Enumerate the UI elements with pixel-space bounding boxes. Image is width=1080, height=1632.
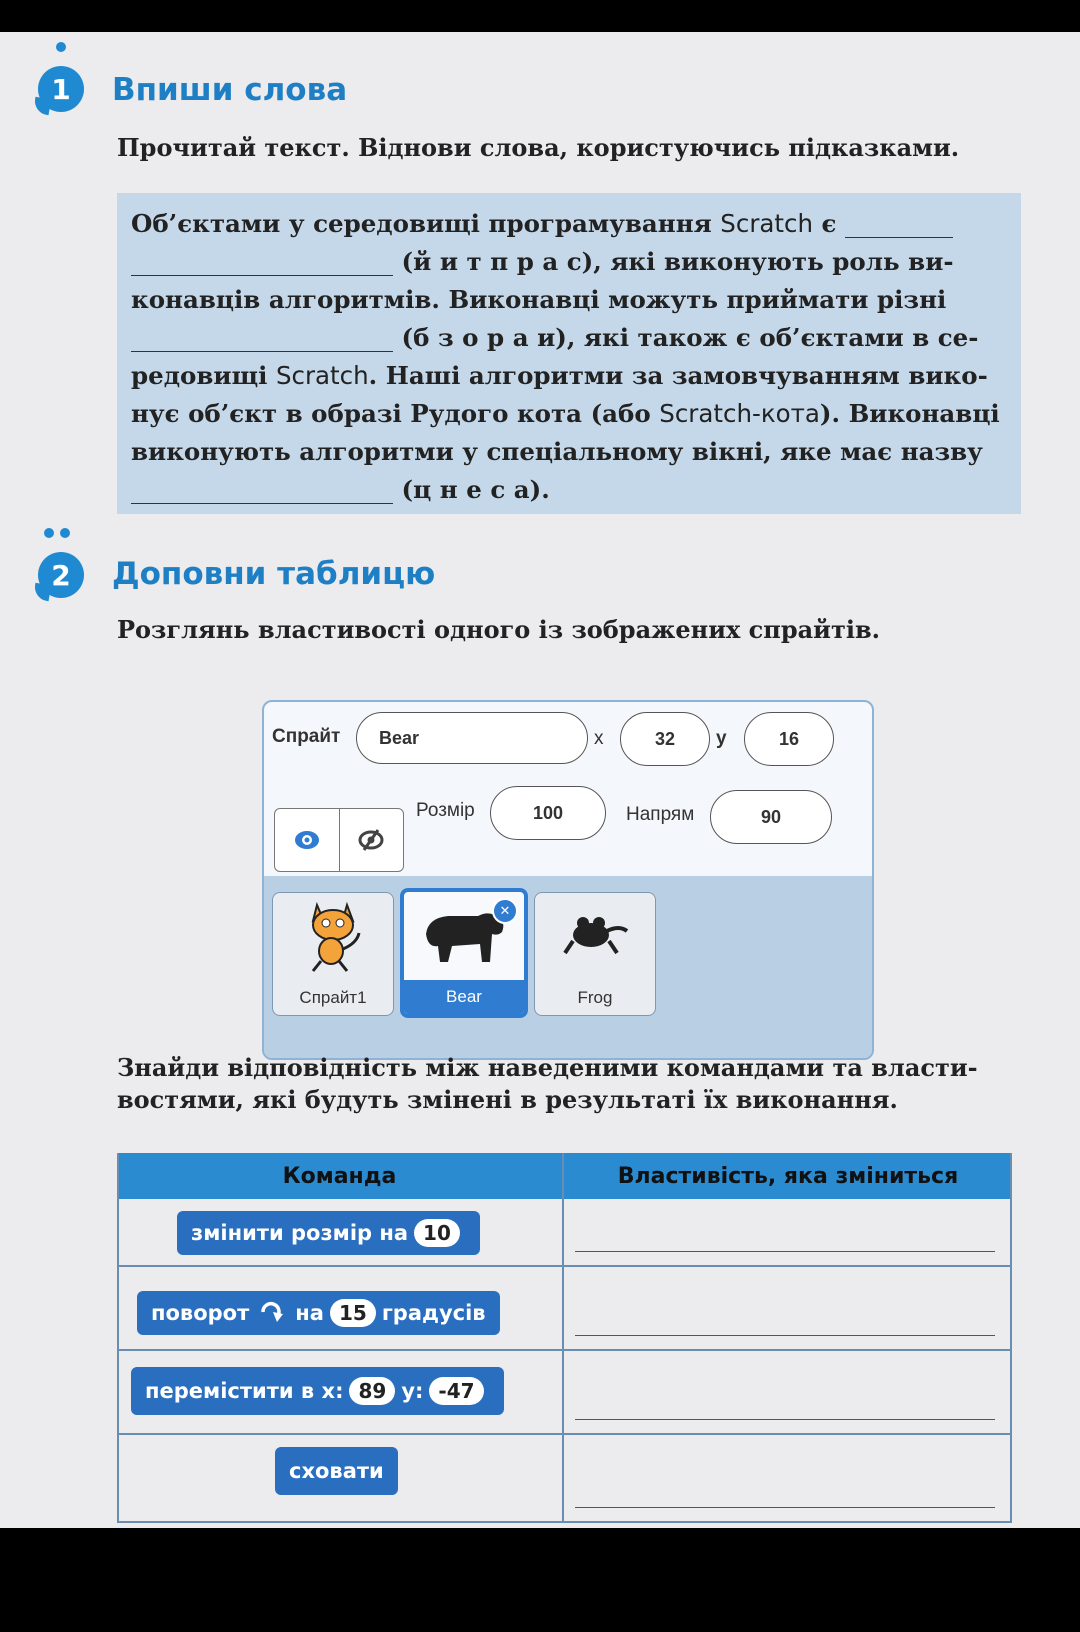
direction-label: Напрям [626,804,695,825]
block-number-input[interactable]: 15 [330,1299,376,1327]
block-number-input[interactable]: 89 [349,1377,395,1405]
section-dot [56,42,66,52]
sprite-properties-panel [262,700,874,1060]
answer-blank-1[interactable] [845,213,953,238]
table-border [117,1265,1012,1267]
section-2-number: 2 [38,552,84,598]
block-go-to-xy[interactable]: перемістити в x: 89 y: -47 [131,1367,504,1415]
section-1-instruction: Прочитай текст. Віднови слова, користуючись підказками. [117,133,960,162]
table-border [117,1153,119,1523]
y-field[interactable]: 16 [744,712,834,766]
section-dot [60,528,70,538]
sprite-list [264,876,872,1058]
size-field[interactable]: 100 [490,786,606,840]
sprite-name-field[interactable]: Bear [356,712,588,764]
text-line-5: редовищі Scratch. Наші алгоритми за замовчуванням вико- [131,361,988,390]
task-text-line-1: Знайди відповідність між наведеними командами та власти- [117,1053,978,1082]
column-header-property: Властивість, яка зміниться [564,1153,1012,1199]
y-label: y [716,728,727,749]
sprite-tile-name: Bear [404,980,524,1014]
block-change-size[interactable]: змінити розмір на 10 [177,1211,480,1255]
section-1-title: Впиши слова [112,72,348,108]
text-line-3: конавців алгоритмів. Виконавці можуть приймати різні [131,285,947,314]
block-turn-right[interactable]: поворот на 15 градусів [137,1291,500,1335]
table-border [117,1521,1012,1523]
sprite-tile-frog[interactable] [534,892,656,1016]
sprite-tile-bear[interactable] [400,888,528,1018]
answer-line[interactable] [575,1335,995,1336]
text-line-8: (ц н е с а). [131,475,1007,504]
block-number-input[interactable]: -47 [429,1377,483,1405]
answer-blank-3[interactable] [131,327,393,352]
column-header-command: Команда [117,1153,562,1199]
text-line-4: (б з о р а и), які також є об’єктами в се- [131,323,1007,352]
x-field[interactable]: 32 [620,712,710,766]
section-2-instruction: Розглянь властивості одного із зображених спрайтів. [117,615,880,644]
x-label: x [594,728,604,749]
textbook-page [0,32,1080,1528]
show-eye-icon[interactable] [275,809,339,871]
answer-line[interactable] [575,1419,995,1420]
sprite-label: Спрайт [272,726,341,747]
table-border [562,1153,564,1523]
table-border [117,1349,1012,1351]
section-dot [44,528,54,538]
hide-eye-icon[interactable] [339,809,404,871]
block-number-input[interactable]: 10 [414,1219,460,1247]
delete-sprite-icon[interactable]: ✕ [492,898,518,924]
text-line-2: (й и т п р а с), які виконують роль ви- [131,247,1007,276]
text-line-6: нує об’єкт в образі Рудого кота (або Scratch-кота). Виконавці [131,399,1000,428]
table-border [1010,1153,1012,1523]
section-2-title: Доповни таблицю [112,556,436,592]
answer-line[interactable] [575,1251,995,1252]
visibility-toggle [274,808,404,872]
answer-line[interactable] [575,1507,995,1508]
sprite-tile-name: Спрайт1 [299,988,367,1007]
frog-sprite-icon [561,907,631,963]
sprite-tile-name: Frog [577,988,613,1007]
command-property-table [117,1153,1012,1523]
section-1-number: 1 [38,66,84,112]
text-line-7: виконують алгоритми у спеціальному вікні, яке має назву [131,437,983,466]
turn-clockwise-icon [259,1300,285,1327]
answer-blank-4[interactable] [131,479,393,504]
block-hide[interactable]: сховати [275,1447,398,1495]
answer-blank-2[interactable] [131,251,393,276]
text-line-1: Об’єктами у середовищі програмування Scratch є [131,209,1007,238]
table-border [117,1433,1012,1435]
task-text-line-2: востями, які будуть змінені в результаті їх виконання. [117,1085,898,1114]
sprite-tile-cat[interactable] [272,892,394,1016]
cat-sprite-icon [303,899,363,975]
size-label: Розмір [416,800,475,821]
direction-field[interactable]: 90 [710,790,832,844]
fill-in-text-box [117,193,1021,514]
